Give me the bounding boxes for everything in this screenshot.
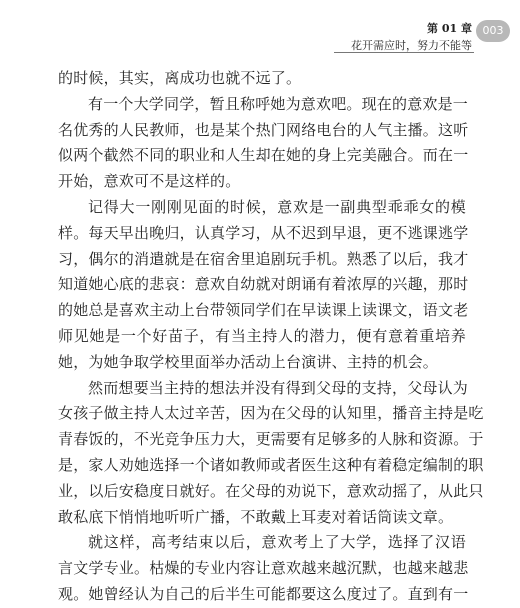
chapter-subtitle: 花开需应时，努力不能等 — [351, 39, 472, 52]
body-line: 师见她是一个好苗子，有当主持人的潜力，便有意着重培养 — [58, 326, 466, 345]
body-line: 开始，意欢可不是这样的。 — [58, 172, 241, 191]
body-line: 有一个大学同学，暂且称呼她为意欢吧。现在的意欢是一 — [88, 94, 469, 113]
body-line: 知道她心底的悲哀：意欢自幼就对朗诵有着浓厚的兴趣，那时 — [58, 275, 469, 294]
body-line: 样。每天早出晚归，认真学习，从不迟到早退，更不逃课逃学 — [58, 223, 469, 242]
body-line: 是，家人劝她选择一个诸如教师或者医生这种有着稳定编制的职 — [58, 455, 484, 474]
body-line: 的时候，其实，离成功也就不远了。 — [58, 69, 302, 87]
body-line: 习，偶尔的消遣就是在宿舍里追剧玩手机。熟悉了以后，我才 — [58, 249, 469, 268]
running-header — [270, 16, 510, 60]
page-number-badge: 003 — [476, 20, 510, 42]
body-line: 记得大一刚刚见面的时候，意欢是一副典型乖乖女的模 — [88, 197, 466, 216]
body-line: 她，为她争取学校里面举办活动上台演讲、主持的机会。 — [58, 352, 439, 371]
body-line: 名优秀的人民教师，也是某个热门网络电台的人气主播。这听 — [58, 120, 469, 139]
body-line: 然而想要当主持的想法并没有得到父母的支持，父母认为 — [88, 378, 469, 397]
body-line: 言文学专业。枯燥的专业内容让意欢越来越沉默，也越来越悲 — [58, 559, 469, 578]
header-rule — [334, 52, 474, 53]
body-text — [58, 66, 484, 608]
body-line: 青春饭的，不光竞争压力大，更需要有足够多的人脉和资源。于 — [58, 430, 484, 449]
body-line: 敢私底下悄悄地听听广播，不敢戴上耳麦对着话筒读文章。 — [58, 507, 454, 526]
body-line: 的她总是喜欢主动上台带领同学们在早读课上读课文，语文老 — [58, 301, 469, 320]
chapter-label: 第 01 章 — [427, 22, 472, 35]
body-line: 女孩子做主持人太过辛苦，因为在父母的认知里，播音主持是吃 — [58, 404, 484, 423]
body-line: 就这样，高考结束以后，意欢考上了大学，选择了汉语 — [88, 533, 466, 552]
body-line: 观。她曾经认为自己的后半生可能都要这么度过了。直到有一 — [58, 584, 469, 603]
body-line: 业，以后安稳度日就好。在父母的劝说下，意欢动摇了，从此只 — [58, 481, 484, 500]
body-line: 似两个截然不同的职业和人生却在她的身上完美融合。而在一 — [58, 146, 469, 165]
